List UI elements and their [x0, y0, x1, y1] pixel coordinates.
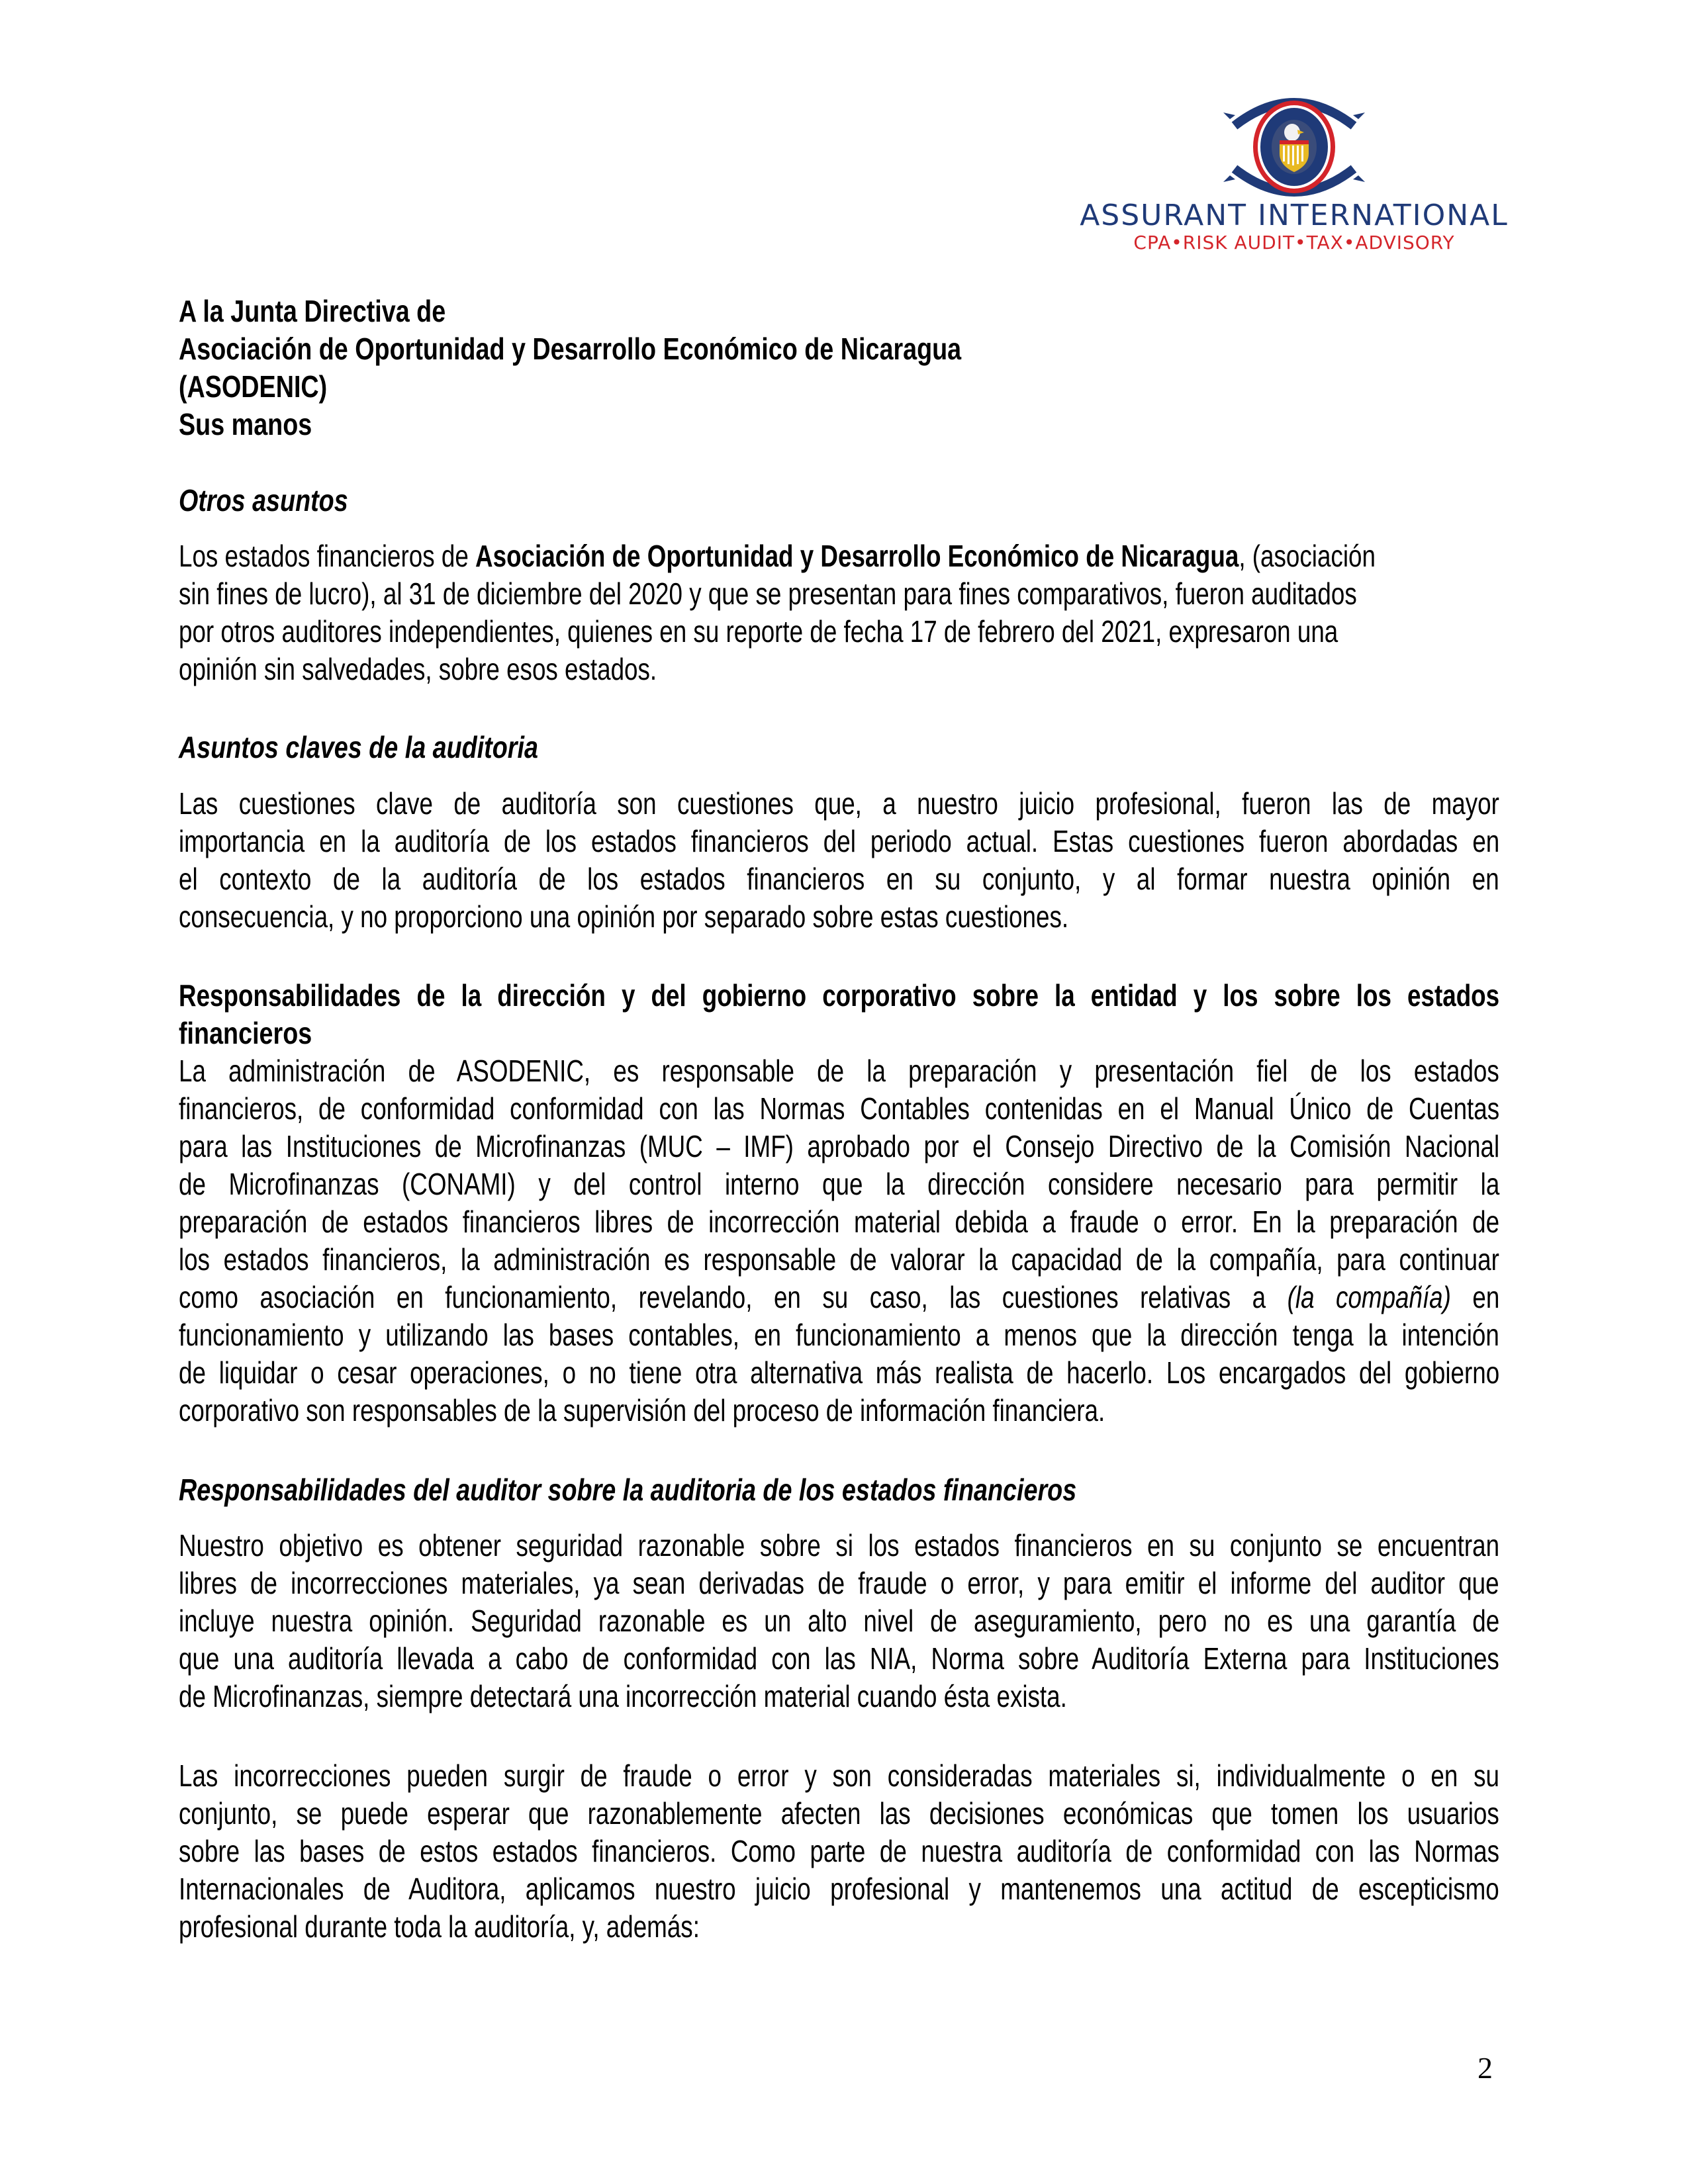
paragraph-line: el contexto de la auditoría de los estados financieros en su conjunto, y al formar nuestra opinión en — [179, 862, 1499, 896]
paragraph-line: consecuencia, y no proporciono una opinión por separado sobre estas cuestiones. — [179, 899, 1069, 934]
paragraph-line: sin fines de lucro), al 31 de diciembre del 2020 y que se presentan para fines comparativos, fueron auditados — [179, 576, 1357, 611]
paragraph-line: Internacionales de Auditora, aplicamos nuestro juicio profesional y mantenemos una actitud de escepticismo — [179, 1872, 1499, 1906]
paragraph-line: financieros, de conformidad conformidad con las Normas Contables contenidas en el Manual Único de Cuentas — [179, 1091, 1500, 1126]
paragraph-line: profesional durante toda la auditoría, y, además: — [179, 1909, 700, 1944]
seal-emblem-icon — [1079, 93, 1509, 199]
section-heading-otros-asuntos: Otros asuntos — [179, 483, 348, 518]
paragraph-line: conjunto, se puede esperar que razonablemente afecten las decisiones económicas que tomen los usuarios — [179, 1796, 1499, 1831]
section-heading-responsabilidades-direccion: Responsabilidades de la dirección y del gobierno corporativo sobre la entidad y los sobre los estados — [179, 978, 1500, 1013]
addressee-line-1: A la Junta Directiva de — [179, 294, 446, 328]
addressee-line-2: Asociación de Oportunidad y Desarrollo Económico de Nicaragua — [179, 332, 962, 366]
paragraph-line: de Microfinanzas (CONAMI) y del control interno que la dirección considere necesario para permitir la — [179, 1167, 1500, 1201]
paragraph-line: importancia en la auditoría de los estados financieros del periodo actual. Estas cuestiones fueron abordadas en — [179, 824, 1500, 858]
paragraph-line: incluye nuestra opinión. Seguridad razonable es un alto nivel de aseguramiento, pero no es una garantía de — [179, 1604, 1500, 1638]
company-logo — [1079, 93, 1509, 251]
logo-company-name: ASSURANT INTERNATIONAL — [1080, 199, 1509, 232]
paragraph-line: Nuestro objetivo es obtener seguridad razonable sobre si los estados financieros en su conjunto se encuentran — [179, 1528, 1500, 1563]
paragraph-line: como asociación en funcionamiento, revelando, en su caso, las cuestiones relativas a (la compañía) en — [179, 1280, 1500, 1314]
paragraph-line: para las Instituciones de Microfinanzas (MUC – IMF) aprobado por el Consejo Directivo de la Comisión Nacional — [179, 1129, 1500, 1163]
logo-tagline: CPA•RISK AUDIT•TAX•ADVISORY — [1133, 232, 1455, 253]
paragraph-line: sobre las bases de estos estados financieros. Como parte de nuestra auditoría de conformidad con las Normas — [179, 1834, 1500, 1868]
paragraph-line: Las cuestiones clave de auditoría son cuestiones que, a nuestro juicio profesional, fueron las de mayor — [179, 786, 1499, 821]
paragraph-line: libres de incorrecciones materiales, ya sean derivadas de fraude o error, y para emitir el informe del auditor que — [179, 1566, 1499, 1600]
paragraph-line: de liquidar o cesar operaciones, o no tiene otra alternativa más realista de hacerlo. Los encargados del gobierno — [179, 1355, 1500, 1390]
paragraph-line: preparación de estados financieros libres de incorrección material debida a fraude o error. En la preparación de — [179, 1205, 1500, 1239]
paragraph-line: que una auditoría llevada a cabo de conformidad con las NIA, Norma sobre Auditoría Externa para Instituciones — [179, 1641, 1499, 1676]
addressee-line-3: (ASODENIC) — [179, 369, 328, 404]
paragraph-line: funcionamiento y utilizando las bases contables, en funcionamiento a menos que la dirección tenga la intención — [179, 1318, 1499, 1352]
paragraph-line: Las incorrecciones pueden surgir de fraude o error y son consideradas materiales si, individualmente o en su — [179, 1758, 1499, 1793]
paragraph-line: opinión sin salvedades, sobre esos estados. — [179, 652, 657, 686]
paragraph-line: de Microfinanzas, siempre detectará una incorrección material cuando ésta exista. — [179, 1679, 1067, 1713]
paragraph-line: los estados financieros, la administración es responsable de valorar la capacidad de la compañía, para continuar — [179, 1242, 1499, 1277]
paragraph-line: por otros auditores independientes, quienes en su reporte de fecha 17 de febrero del 2021, expresaron una — [179, 614, 1338, 649]
addressee-line-4: Sus manos — [179, 407, 312, 441]
section-heading-responsabilidades-direccion-cont: financieros — [179, 1016, 312, 1050]
paragraph-line: corporativo son responsables de la supervisión del proceso de información financiera. — [179, 1393, 1105, 1428]
paragraph-line: Los estados financieros de Asociación de Oportunidad y Desarrollo Económico de Nicaragua, (asociación — [179, 539, 1376, 573]
section-heading-asuntos-claves: Asuntos claves de la auditoria — [179, 730, 538, 764]
paragraph-line: La administración de ASODENIC, es responsable de la preparación y presentación fiel de los estados — [179, 1054, 1499, 1088]
section-heading-responsabilidades-auditor: Responsabilidades del auditor sobre la auditoria de los estados financieros — [179, 1473, 1077, 1507]
page-number: 2 — [1477, 2051, 1493, 2085]
